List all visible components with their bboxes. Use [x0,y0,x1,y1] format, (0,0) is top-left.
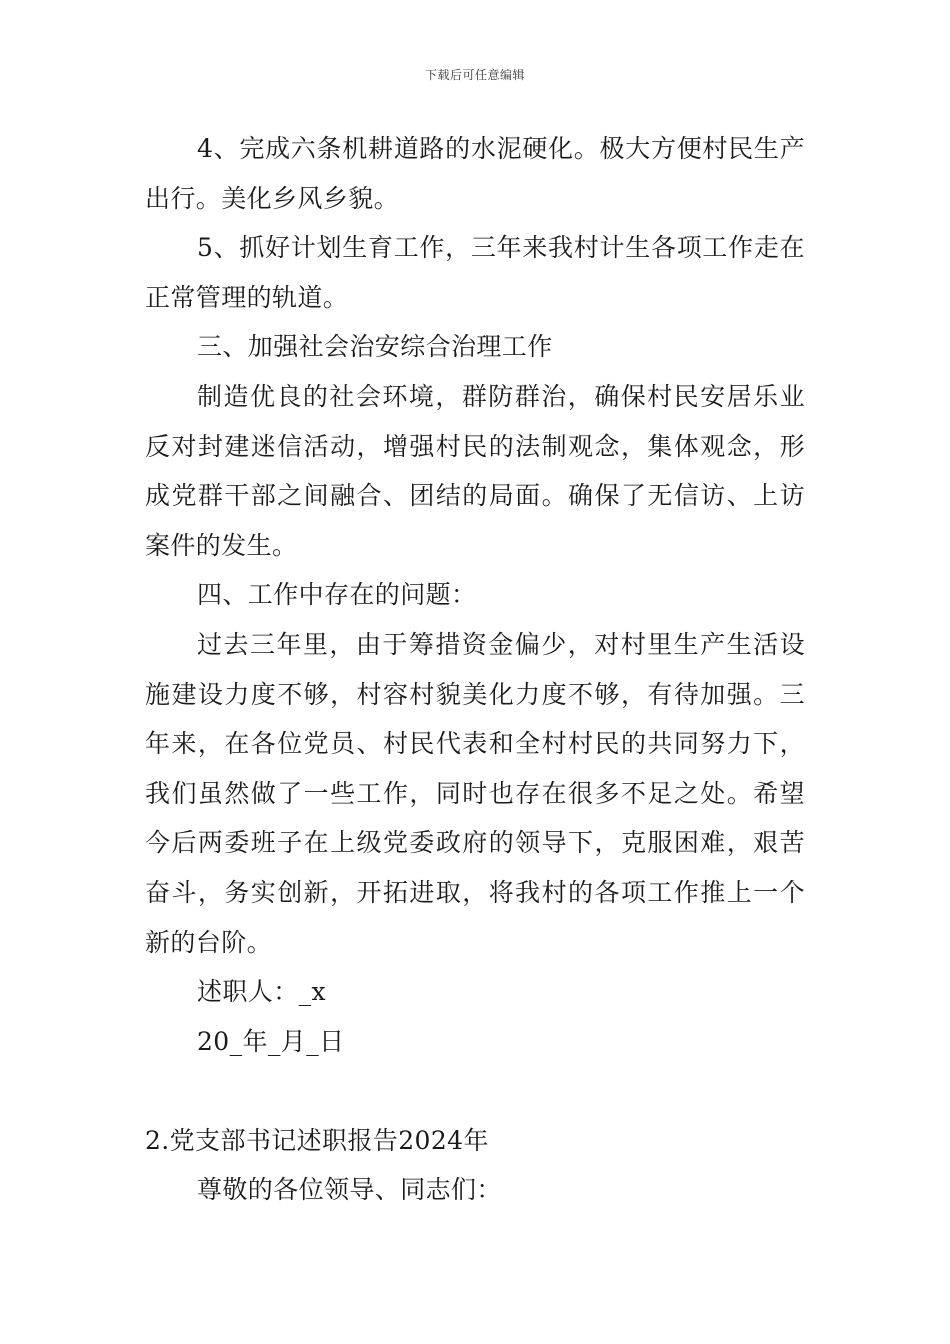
paragraph-item-4: 4、完成六条机耕道路的水泥硬化。极大方便村民生产出行。美化乡风乡貌。 [145,134,805,213]
report-title: 2.党支部书记述职报告2024年 [145,1125,489,1155]
salutation: 尊敬的各位领导、同志们： [197,1175,502,1205]
document-body [145,124,805,1215]
header-note: 下载后可任意编辑 [424,68,525,82]
paragraph-problems: 过去三年里，由于筹措资金偏少，对村里生产生活设施建设力度不够，村容村貌美化力度不够，有待加强。三年来，在各位党员、村民代表和全村村民的共同努力下，我们虽然做了一些工作，同时也存在很多不足之处。希望今后两委班子在上级党委政府的领导下，克服困难，艰苦奋斗，务实创新，开拓进取，将我村的各项工作推上一个新的台阶。 [145,629,805,957]
section-heading-3: 三、加强社会治安综合治理工作 [197,332,553,362]
paragraph-item-5: 5、抓好计划生育工作，三年来我村计生各项工作走在正常管理的轨道。 [145,233,805,312]
date-line: 20_年_月_日 [197,1026,345,1056]
section-heading-4: 四、工作中存在的问题： [197,580,477,610]
blank-line [145,1066,805,1116]
paragraph-social-security: 制造优良的社会环境，群防群治，确保村民安居乐业反对封建迷信活动，增强村民的法制观念，集体观念，形成党群干部之间融合、团结的局面。确保了无信访、上访案件的发生。 [145,381,805,560]
reporter-line: 述职人：_x [197,977,326,1007]
